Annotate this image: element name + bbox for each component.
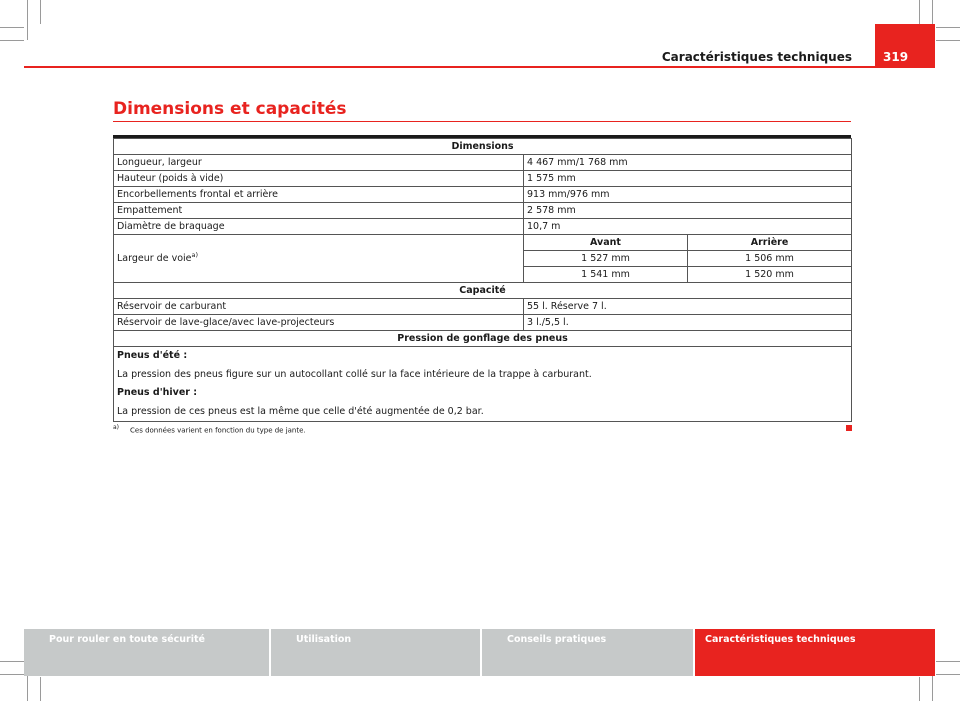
table-row [114, 219, 852, 235]
crop-mark [936, 674, 960, 675]
row-value: 913 mm/976 mm [524, 187, 852, 203]
row-label: Encorbellements frontal et arrière [114, 187, 524, 203]
track-width-text: Largeur de voie [117, 253, 192, 264]
row-value: 4 467 mm/1 768 mm [524, 155, 852, 171]
crop-mark [27, 0, 28, 40]
crop-mark [919, 677, 920, 701]
table-row [114, 299, 852, 315]
crop-mark [936, 27, 960, 28]
table-row [114, 315, 852, 331]
table-row [114, 203, 852, 219]
row-label: Diamètre de braquage [114, 219, 524, 235]
table-row [114, 283, 852, 299]
crop-mark [936, 40, 960, 41]
dimensions-heading: Dimensions [114, 139, 852, 155]
footnote-mark: a) [113, 424, 120, 431]
footnote [113, 424, 306, 434]
track-rear-value: 1 506 mm [688, 251, 852, 267]
row-label: Empattement [114, 203, 524, 219]
footnote-ref: a) [191, 250, 199, 259]
row-label: Réservoir de carburant [114, 299, 524, 315]
row-value: 55 l. Réserve 7 l. [524, 299, 852, 315]
table-row [114, 347, 852, 422]
running-header: Caractéristiques techniques [661, 50, 852, 64]
table-row [114, 187, 852, 203]
col-rear-header: Arrière [688, 235, 852, 251]
crop-mark [936, 661, 960, 662]
table-row [114, 139, 852, 155]
footnote-text: Ces données varient en fonction du type de jante. [130, 426, 306, 435]
header-rule [24, 66, 935, 68]
table-row [114, 331, 852, 347]
row-value: 3 l./5,5 l. [524, 315, 852, 331]
crop-mark [40, 0, 41, 24]
tyre-pressure-info [114, 347, 852, 422]
title-rule [113, 121, 851, 122]
track-width-label [114, 235, 524, 283]
crop-mark [40, 677, 41, 701]
row-label: Réservoir de lave-glace/avec lave-projecteurs [114, 315, 524, 331]
row-value: 1 575 mm [524, 171, 852, 187]
footer-nav [24, 629, 935, 676]
table-row [114, 171, 852, 187]
page-number: 319 [875, 24, 935, 66]
table-row [114, 155, 852, 171]
tab-technical-data[interactable]: Caractéristiques techniques [695, 629, 935, 676]
track-front-value: 1 541 mm [524, 267, 688, 283]
section-end-marker [846, 425, 852, 431]
winter-tyres-label: Pneus d'hiver : [117, 387, 198, 398]
row-label: Longueur, largeur [114, 155, 524, 171]
col-front-header: Avant [524, 235, 688, 251]
tyre-pressure-heading: Pression de gonflage des pneus [114, 331, 852, 347]
crop-mark [0, 674, 24, 675]
crop-mark [0, 27, 24, 28]
tab-safety[interactable]: Pour rouler en toute sécurité [24, 629, 269, 676]
track-front-value: 1 527 mm [524, 251, 688, 267]
summer-tyres-label: Pneus d'été : [117, 350, 188, 361]
tab-operation[interactable]: Utilisation [271, 629, 480, 676]
crop-mark [0, 40, 24, 41]
crop-mark [0, 661, 24, 662]
table-row [114, 235, 852, 251]
crop-mark [919, 0, 920, 24]
row-label: Hauteur (poids à vide) [114, 171, 524, 187]
capacity-heading: Capacité [114, 283, 852, 299]
row-value: 2 578 mm [524, 203, 852, 219]
row-value: 10,7 m [524, 219, 852, 235]
spec-table [113, 138, 852, 422]
page-title: Dimensions et capacités [113, 99, 347, 119]
summer-tyres-text: La pression des pneus figure sur un autocollant collé sur la face intérieure de la trappe à carburant. [117, 368, 592, 380]
winter-tyres-text: La pression de ces pneus est la même que celle d'été augmentée de 0,2 bar. [117, 405, 484, 417]
tab-practical-tips[interactable]: Conseils pratiques [482, 629, 693, 676]
track-rear-value: 1 520 mm [688, 267, 852, 283]
